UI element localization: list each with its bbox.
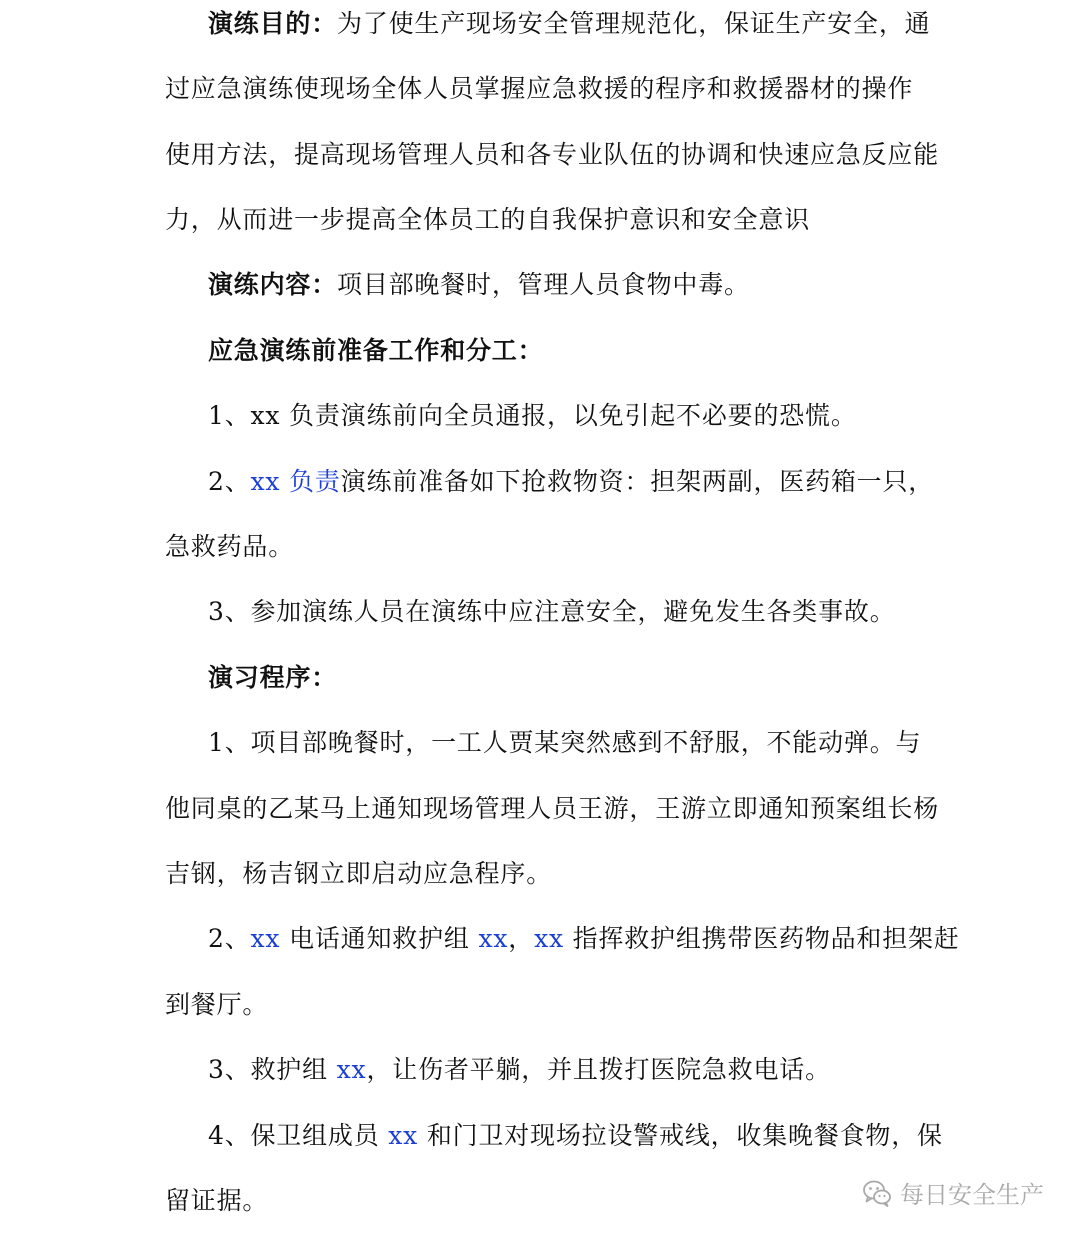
purpose-heading: 演练目的： <box>208 9 338 38</box>
procedure-item-3 <box>208 1055 968 1085</box>
procedure-item-1-line-3: 吉钢，杨吉钢立即启动应急程序。 <box>165 859 553 888</box>
procedure-item-2-cont: 到餐厅。 <box>165 990 269 1019</box>
procedure-item-2-prefix: 2、 <box>208 924 251 953</box>
procedure-item-2-mid-1: 电话通知救护组 <box>280 924 479 953</box>
wechat-icon <box>862 1178 892 1208</box>
procedure-item-4-prefix: 4、保卫组成员 <box>208 1121 389 1150</box>
procedure-item-1-line-1: 1、项目部晚餐时，一工人贾某突然感到不舒服，不能动弹。与 <box>208 728 922 757</box>
procedure-item-2 <box>208 924 968 954</box>
purpose-line-3: 使用方法，提高现场管理人员和各专业队伍的协调和快速应急反应能 <box>165 140 940 169</box>
prep-item-1: 1、xx 负责演练前向全员通报，以免引起不必要的恐慌。 <box>208 401 857 430</box>
content-text: 项目部晚餐时，管理人员食物中毒。 <box>337 270 750 299</box>
procedure-item-3-prefix: 3、救护组 <box>208 1055 337 1084</box>
prep-item-2-prefix: 2、 <box>208 467 251 496</box>
purpose-line-1 <box>208 9 968 39</box>
purpose-text-1: 为了使生产现场安全管理规范化，保证生产安全，通 <box>337 9 931 38</box>
procedure-heading: 演习程序： <box>208 663 338 692</box>
purpose-line-4: 力，从而进一步提高全体员工的自我保护意识和安全意识 <box>165 205 811 234</box>
prep-item-2 <box>208 467 968 497</box>
prep-item-2-cont: 急救药品。 <box>165 532 295 561</box>
procedure-item-3-rest: ，让伤者平躺，并且拨打医院急救电话。 <box>366 1055 831 1084</box>
prep-item-2-rest: 演练前准备如下抢救物资：担架两副，医药箱一只， <box>340 467 935 496</box>
procedure-item-4-highlight: xx <box>388 1121 419 1150</box>
procedure-item-4-rest: 和门卫对现场拉设警戒线，收集晚餐食物，保 <box>418 1121 943 1150</box>
procedure-item-2-highlight-3: xx <box>534 924 564 953</box>
purpose-line-2: 过应急演练使现场全体人员掌握应急救援的程序和救援器材的操作 <box>165 74 914 103</box>
procedure-item-2-highlight-2: xx <box>478 924 509 953</box>
watermark <box>862 1175 1044 1210</box>
prep-item-2-highlight: xx 负责 <box>250 467 341 496</box>
content-heading: 演练内容： <box>208 270 338 299</box>
procedure-item-3-highlight: xx <box>336 1055 367 1084</box>
procedure-item-4-cont: 留证据。 <box>165 1186 269 1215</box>
procedure-item-2-highlight-1: xx <box>250 924 281 953</box>
procedure-item-1-line-2: 他同桌的乙某马上通知现场管理人员王游，王游立即通知预案组长杨 <box>165 794 940 823</box>
procedure-item-2-mid-2: ， <box>508 924 535 953</box>
prep-heading: 应急演练前准备工作和分工： <box>208 336 544 365</box>
content-line <box>208 270 968 300</box>
procedure-item-4 <box>208 1121 968 1151</box>
prep-item-3: 3、参加演练人员在演练中应注意安全，避免发生各类事故。 <box>208 597 896 626</box>
watermark-text: 每日安全生产 <box>900 1181 1044 1209</box>
procedure-item-2-rest: 指挥救护组携带医药物品和担架赶 <box>563 924 960 953</box>
